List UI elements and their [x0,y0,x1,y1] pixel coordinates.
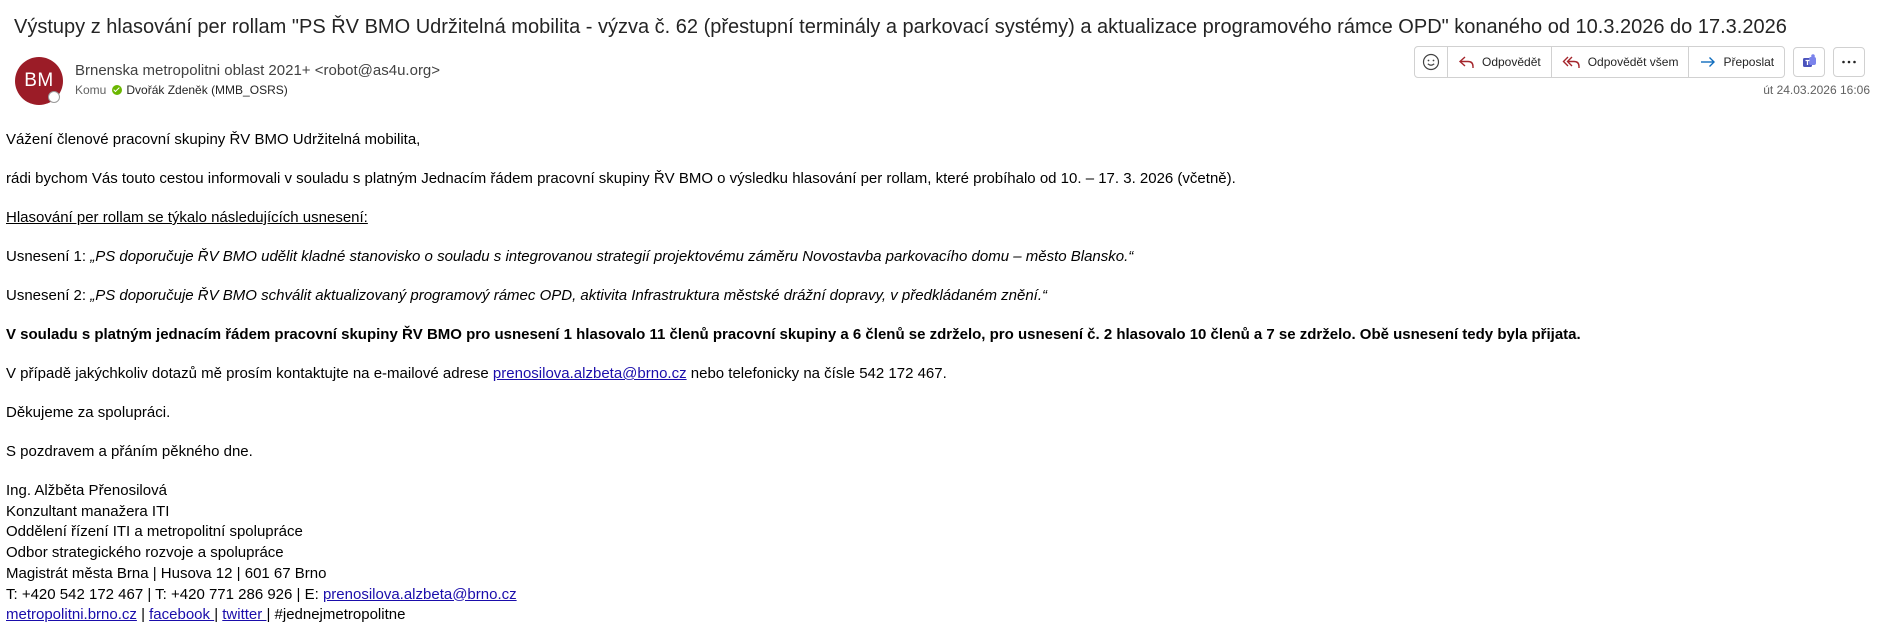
links-sep-3: | #jednejmetropolitne [266,606,406,624]
recipient[interactable] [112,83,287,97]
thanks: Děkujeme za spolupráci. [6,404,171,421]
signature-address: Magistrát města Brna | Husova 12 | 601 67 Brno [6,564,327,582]
teams-icon [1800,53,1818,71]
teams-button[interactable] [1793,47,1825,77]
resolution-1-label: Usnesení 1: [6,248,91,265]
recipient-name: Dvořák Zdeněk (MMB_OSRS) [126,83,288,97]
signature-contacts [6,585,1856,606]
avatar-initials: BM [24,70,54,91]
presence-icon [48,91,60,103]
topic-heading: Hlasování per rollam se týkalo následujících usnesení: [6,209,368,226]
closing: S pozdravem a přáním pěkného dne. [6,443,253,460]
signature-name: Ing. Alžběta Přenosilová [6,482,167,499]
signature-links [6,605,1856,626]
resolution-2-text: „PS doporučuje ŘV BMO schválit aktualizovaný programový rámec OPD, aktivita Infrastruktura městské drážní dopravy, v předkládaném znění.“ [90,287,1048,304]
signature-dept2: Odbor strategického rozvoje a spolupráce [6,544,284,562]
signature-dept1: Oddělení řízení ITI a metropolitní spolupráce [6,523,303,541]
reply-all-icon [1562,54,1582,70]
resolution-2 [6,286,1856,306]
metropolitni-link[interactable]: metropolitni.brno.cz [6,606,137,624]
more-actions-button[interactable] [1833,47,1865,77]
emoji-button[interactable] [1415,47,1448,77]
reply-icon [1458,54,1476,70]
reply-all-label: Odpovědět všem [1587,55,1679,69]
to-label: Komu [75,83,107,97]
sender[interactable]: Brnenska metropolitni oblast 2021+ <robot@as4u.org> [75,62,441,79]
reply-all-button[interactable] [1552,47,1690,77]
contact-email-link[interactable]: prenosilova.alzbeta@brno.cz [492,365,687,382]
signature-email-link[interactable]: prenosilova.alzbeta@brno.cz [322,585,517,603]
forward-button[interactable] [1689,47,1784,77]
greeting: Vážení členové pracovní skupiny ŘV BMO Udržitelná mobilita, [6,131,421,148]
forward-label: Přeposlat [1723,55,1775,69]
signature-role: Konzultant manažera ITI [6,502,170,520]
resolution-2-label: Usnesení 2: [6,287,91,304]
contact-paragraph [6,364,1856,384]
resolution-1-text: „PS doporučuje ŘV BMO udělit kladné stanovisko o souladu s integrovanou strategií projektovému záměru Novostavba parkovacího domu – město Blansko.“ [90,248,1134,265]
intro-paragraph: rádi bychom Vás touto cestou informovali v souladu s platným Jednacím řádem pracovní skupiny ŘV BMO o výsledku hlasování per rollam, které probíhalo od 10. – 17. 3. 2026 (včetně). [6,170,1236,187]
received-date: út 24.03.2026 16:06 [1763,83,1870,97]
contact-pre: V případě jakýchkoliv dotazů mě prosím kontaktujte na e-mailové adrese [6,365,493,382]
twitter-link[interactable]: twitter [222,606,267,624]
more-icon [1841,59,1857,65]
contact-post: nebo telefonicky na čísle 542 172 467. [686,365,947,382]
result-paragraph: V souladu s platným jednacím řádem pracovní skupiny ŘV BMO pro usnesení 1 hlasovalo 11 členů pracovní skupiny a 6 členů se zdrželo, pro usnesení č. 2 hlasovalo 10 členů a 7 se zdrželo. Obě usnesení tedy byla přijata. [6,326,1581,343]
facebook-link[interactable]: facebook [149,606,215,624]
recipient-line [75,83,288,97]
email-body [6,130,1856,626]
reply-label: Odpovědět [1482,55,1541,69]
reply-button[interactable] [1448,47,1552,77]
signature [6,481,1856,626]
links-sep-1: | [136,606,150,624]
email-subject: Výstupy z hlasování per rollam "PS ŘV BMO Udržitelná mobilita - výzva č. 62 (přestupní terminály a parkovací systémy) a aktualizace programového rámce OPD" konaného od 10.3.2026 do 17.3.2026 [14,16,1787,38]
emoji-icon [1422,53,1440,71]
links-sep-2: | [214,606,223,624]
signature-phones: T: +420 542 172 467 | T: +420 771 286 926 | E: [6,585,323,603]
message-toolbar [1414,46,1865,78]
available-status-icon [112,85,122,95]
resolution-1 [6,247,1856,267]
forward-icon [1699,54,1717,70]
action-group [1414,46,1785,78]
